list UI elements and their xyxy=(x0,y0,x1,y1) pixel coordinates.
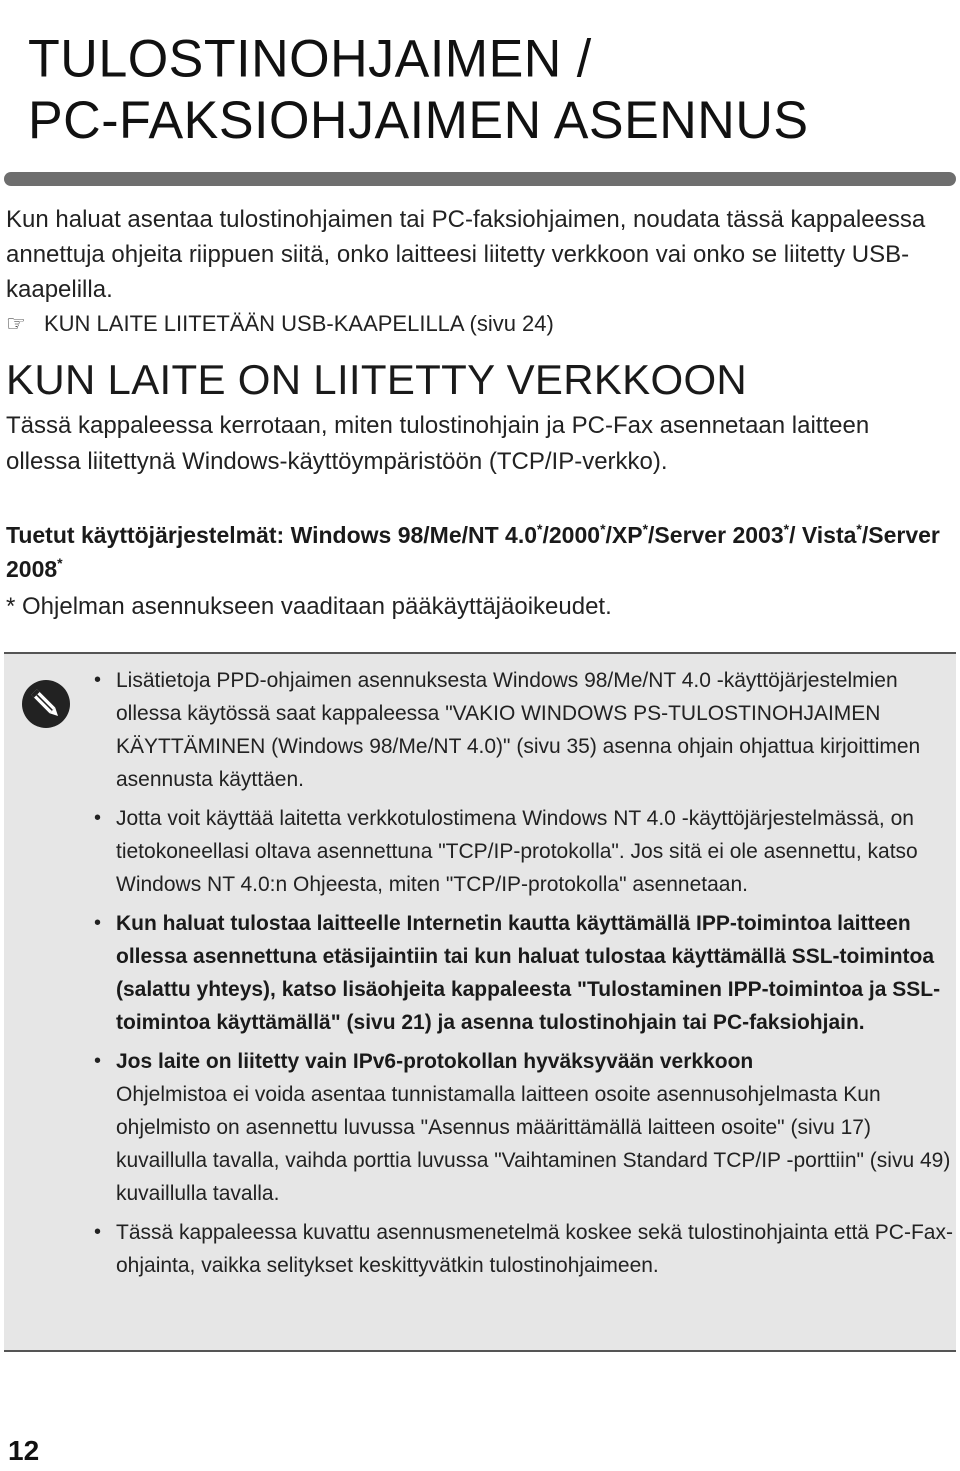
page-title-line-2: PC-FAKSIOHJAIMEN ASENNUS xyxy=(28,91,809,151)
os-asterisk: * xyxy=(783,521,790,537)
os-prefix: Tuetut käyttöjärjestelmät: Windows 98/Me/NT 4.0 xyxy=(6,522,538,548)
section-title: KUN LAITE ON LIITETTY VERKKOON xyxy=(6,356,748,403)
os-vista: / Vista xyxy=(789,522,857,548)
intro-paragraph: Kun haluat asentaa tulostinohjaimen tai PC-faksiohjaimen, noudata tässä kappaleessa annettuja ohjeita riippuen siitä, onko laitteesi liitetty verkkoon vai onko se liitetty USB-kaapelilla. xyxy=(6,206,926,303)
note-box xyxy=(4,652,956,1352)
note-item: • Lisätietoja PPD-ohjaimen asennuksesta Windows 98/Me/NT 4.0 -käyttöjärjestelmien ollessa käytössä saat kappaleessa "VAKIO WINDOWS PS-TULOSTINOHJAIMEN KÄYTTÄMINEN (Windows 98/Me/NT 4.0)" (sivu 35) asenna ohjain ohjattua kirjoittimen asennusta käyttäen. xyxy=(94,664,954,796)
cross-reference-text: KUN LAITE LIITETÄÄN USB-KAAPELILLA (sivu 24) xyxy=(44,311,554,336)
note-item: • Tässä kappaleessa kuvattu asennusmenetelmä koskee sekä tulostinohjainta että PC-Fax-ohjainta, vaikka selitykset keskittyvätkin tulostinohjaimeen. xyxy=(94,1216,954,1282)
cross-reference-link[interactable] xyxy=(6,308,936,340)
title-divider xyxy=(4,172,956,186)
note-item: • Jos laite on liitetty vain IPv6-protokollan hyväksyvään verkkoon Ohjelmistoa ei voida asentaa tunnistamalla laitteen osoite asennusohjelmasta Kun ohjelmisto on asennettu luvussa "Asennus määrittämällä laitteen osoite" (sivu 17) kuvaillulla tavalla, vaihda porttia luvussa "Vaihtaminen Standard TCP/IP -porttiin" (sivu 49) kuvaillulla tavalla. xyxy=(94,1045,954,1210)
section-paragraph: Tässä kappaleessa kerrotaan, miten tulostinohjain ja PC-Fax asennetaan laitteen ollessa liitettynä Windows-käyttöympäristöön (TCP/IP-verkko). xyxy=(6,412,870,475)
page-number: 12 xyxy=(8,1435,40,1466)
os-asterisk: * xyxy=(600,521,606,537)
os-asterisk: * xyxy=(537,521,543,537)
pencil-note-icon xyxy=(20,678,72,730)
pointing-hand-icon: ☞ xyxy=(6,311,26,336)
note-list xyxy=(94,664,954,1288)
os-server2008: /Server 2008 xyxy=(6,522,940,582)
supported-os-line xyxy=(6,518,946,586)
os-xp: /XP xyxy=(605,522,643,548)
os-asterisk: * xyxy=(856,521,862,537)
page-title-line-1: TULOSTINOHJAIMEN / xyxy=(28,29,592,89)
os-2000: /2000 xyxy=(542,522,601,548)
note-item: • Jotta voit käyttää laitetta verkkotulostimena Windows NT 4.0 -käyttöjärjestelmässä, on tietokoneellasi oltava asennettuna "TCP/IP-protokolla". Jos sitä ei ole asennettu, katso Windows NT 4.0:n Ohjeesta, miten "TCP/IP-protokolla" asennetaan. xyxy=(94,802,954,901)
os-asterisk: * xyxy=(642,521,649,537)
note-item: • Kun haluat tulostaa laitteelle Internetin kautta käyttämällä IPP-toimintoa laitteen ollessa asennettuna etäsijaintiin tai kun haluat tulostaa käyttämällä SSL-toimintoa (salattu yhteys), katso lisäohjeita kappaleesta "Tulostaminen IPP-toimintoa ja SSL-toimintoa käyttämällä" (sivu 21) ja asenna tulostinohjain tai PC-faksiohjain. xyxy=(94,907,954,1039)
page-title xyxy=(28,29,928,151)
admin-rights-note: * Ohjelman asennukseen vaaditaan pääkäyttäjäoikeudet. xyxy=(6,593,612,620)
os-asterisk: * xyxy=(57,555,63,571)
os-server2003: /Server 2003 xyxy=(648,522,784,548)
